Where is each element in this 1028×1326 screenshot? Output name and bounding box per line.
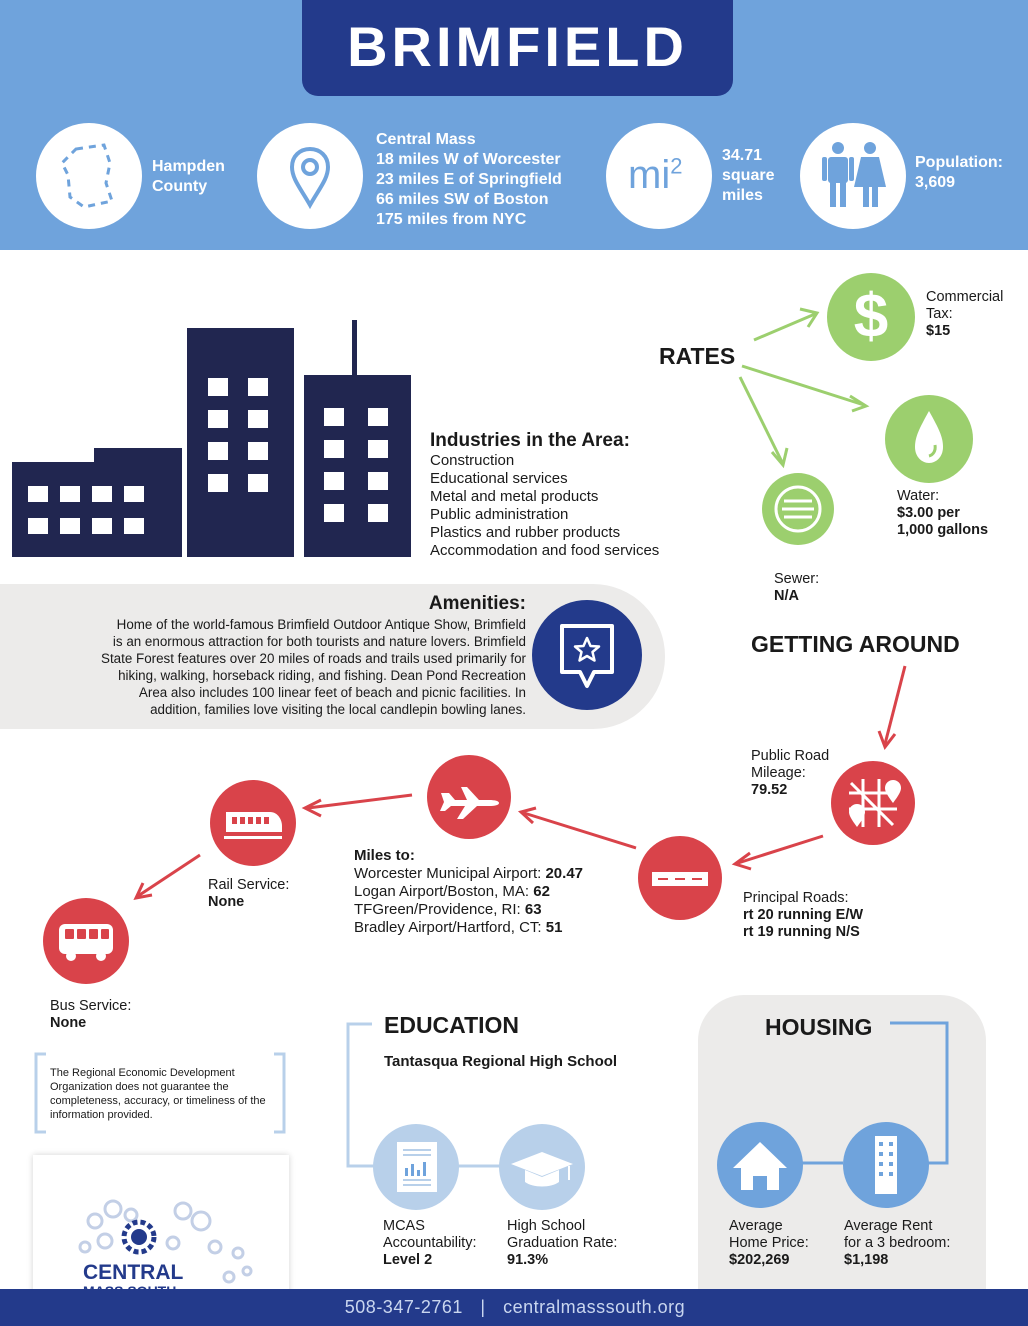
miles-place: Logan Airport/Boston, MA:: [354, 883, 534, 900]
principal-value: rt 20 running E/W: [743, 907, 864, 923]
location-line: 23 miles E of Springfield: [376, 171, 562, 188]
road-value: 79.52: [751, 782, 788, 798]
county-line2: County: [152, 178, 208, 195]
miles-place: TFGreen/Providence, RI:: [354, 901, 525, 918]
miles-place: Worcester Municipal Airport:: [354, 865, 546, 882]
rates-title: RATES: [659, 343, 736, 369]
disclaimer-text: The Regional Economic Development Organization does not guarantee the completeness, accuracy, or timeliness of the information provided.: [50, 1067, 266, 1121]
location-line: 18 miles W of Worcester: [376, 151, 561, 168]
average-rent: [844, 1218, 950, 1269]
bus-value: None: [50, 1015, 87, 1031]
education-title: EDUCATION: [384, 1012, 520, 1038]
footer-separator: |: [480, 1297, 486, 1317]
grad-value: 91.3%: [507, 1252, 549, 1268]
county-line1: Hampden: [152, 158, 225, 175]
rail-value: None: [208, 894, 245, 910]
road-label: Public Road: [751, 748, 830, 764]
rent-label: Average Rent: [844, 1218, 933, 1234]
mcas-label: Accountability:: [383, 1235, 477, 1251]
grad-label: High School: [507, 1218, 586, 1234]
area-line: miles: [722, 187, 763, 204]
footer-website[interactable]: centralmasssouth.org: [503, 1297, 686, 1317]
commercial-label: Tax:: [926, 306, 953, 322]
miles-value: 63: [524, 901, 542, 918]
miles-value: 51: [545, 919, 563, 936]
home-circle: [717, 1122, 803, 1208]
footer-contact: [290, 1297, 740, 1318]
apartment-building-icon: [843, 1122, 929, 1208]
home-label: Average: [729, 1218, 783, 1234]
sewer-label: Sewer:: [774, 571, 820, 587]
rent-circle: [843, 1122, 929, 1208]
home-value: $202,269: [729, 1252, 790, 1268]
grad-label: Graduation Rate:: [507, 1235, 618, 1251]
house-icon: [717, 1122, 803, 1208]
water-label: Water:: [897, 488, 940, 504]
getting-around-title: GETTING AROUND: [751, 631, 960, 657]
location-line: Central Mass: [376, 131, 476, 148]
amenities-line: State Forest features over 20 miles of roads and trails used primarily for: [101, 651, 526, 666]
amenities-line: is an enormous attraction for both tourists and nature lovers. Brimfield: [112, 634, 526, 649]
commercial-value: $15: [926, 323, 951, 339]
water-value: 1,000 gallons: [897, 522, 989, 538]
population-label: Population:: [915, 154, 1003, 171]
page-title: BRIMFIELD: [347, 15, 688, 78]
amenities-line: Home of the world-famous Brimfield Outdoor Antique Show, Brimfield: [116, 617, 526, 632]
rent-value: $1,198: [844, 1252, 889, 1268]
logo-line1: CENTRAL: [83, 1261, 184, 1284]
area-icon: $mi^2$: [628, 153, 683, 197]
bus-label: Bus Service:: [50, 998, 132, 1014]
principal-value: rt 19 running N/S: [743, 924, 860, 940]
area-line: 34.71: [722, 147, 763, 164]
water-value: $3.00 per: [897, 505, 960, 521]
amenities-line: hiking, walking, horseback riding, and fishing. Dean Pond Recreation: [118, 668, 526, 683]
industry-item: Educational services: [430, 470, 568, 487]
dollar-symbol: $: [853, 282, 889, 351]
rail-label: Rail Service:: [208, 877, 290, 893]
location-line: 66 miles SW of Boston: [376, 191, 549, 208]
sewer-value: N/A: [774, 588, 799, 604]
rent-label: for a 3 bedroom:: [844, 1235, 951, 1251]
miles-value: 62: [533, 883, 550, 900]
amenities-line: addition, families love visiting the local candlepin bowling lanes.: [150, 702, 526, 717]
industry-item: Metal and metal products: [430, 488, 599, 505]
industries-title: Industries in the Area:: [430, 430, 630, 451]
mcas-value: Level 2: [383, 1252, 433, 1268]
housing-title: HOUSING: [765, 1014, 873, 1040]
industry-item: Accommodation and food services: [430, 542, 660, 559]
miles-title: Miles to:: [354, 847, 415, 864]
mcas-label: MCAS: [383, 1218, 425, 1234]
industry-item: Public administration: [430, 506, 569, 523]
principal-label: Principal Roads:: [743, 890, 849, 906]
industry-item: Construction: [430, 452, 515, 469]
amenities-line: Area also includes 100 linear feet of beach and picnic facilities. In: [138, 685, 526, 700]
area-line: square: [722, 167, 775, 184]
amenities-title: Amenities:: [428, 593, 526, 614]
average-home-price: [729, 1218, 809, 1269]
miles-place: Bradley Airport/Hartford, CT:: [354, 919, 546, 936]
industry-item: Plastics and rubber products: [430, 524, 621, 541]
population-value: 3,609: [915, 174, 956, 191]
location-line: 175 miles from NYC: [376, 211, 527, 228]
home-label: Home Price:: [729, 1235, 809, 1251]
school-name: Tantasqua Regional High School: [384, 1053, 618, 1070]
commercial-label: Commercial: [926, 289, 1004, 305]
road-label: Mileage:: [751, 765, 806, 781]
miles-value: 20.47: [545, 865, 584, 882]
footer-phone[interactable]: 508-347-2761: [344, 1297, 463, 1317]
